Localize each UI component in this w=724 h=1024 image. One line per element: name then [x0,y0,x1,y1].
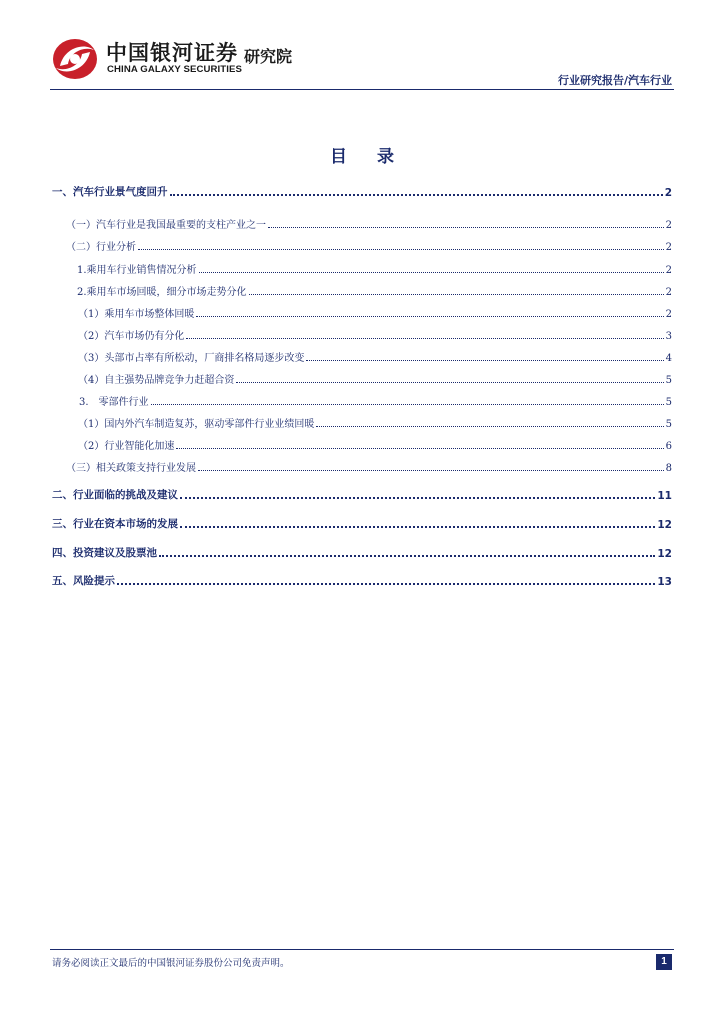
toc-leader-dots [249,294,664,295]
toc-entry-page: 12 [657,548,672,560]
toc-entry-page: 2 [665,242,672,253]
page-number: 1 [656,954,672,970]
toc-entry-label: 一、汽车行业景气度回升 [52,186,168,198]
toc-leader-dots [159,555,655,557]
toc-entry-page: 12 [657,519,672,531]
toc-entry[interactable] [78,434,672,452]
toc-leader-dots [186,338,663,339]
toc-entry-page: 11 [657,490,672,502]
toc-entry[interactable] [52,181,672,199]
toc-entry-label: 四、投资建议及股票池 [52,547,157,559]
galaxy-logo-icon [50,36,100,82]
toc-entry[interactable] [78,346,672,364]
toc-leader-dots [170,194,663,196]
toc-entry[interactable] [52,513,672,531]
toc-entry[interactable] [77,258,672,276]
toc-leader-dots [151,404,664,405]
toc-entry-label: （1）乘用车市场整体回暖 [78,309,195,320]
logo-english-name: CHINA GALAXY SECURITIES [107,64,243,75]
toc-entry-label: 二、行业面临的挑战及建议 [52,489,178,501]
toc-leader-dots [268,227,664,228]
toc-entry-page: 2 [664,187,672,199]
toc-entry[interactable] [66,235,672,253]
footer-divider [50,949,674,950]
toc-leader-dots [180,497,655,499]
page-header [0,0,724,92]
toc-leader-dots [196,316,663,317]
toc-entry-page: 6 [665,441,672,452]
toc-title: 目 录 [330,147,406,167]
toc-leader-dots [176,448,663,449]
toc-entry[interactable] [78,324,672,342]
toc-entry-label: （2）汽车市场仍有分化 [78,331,185,342]
toc-entry-page: 4 [665,353,672,364]
toc-entry-page: 2 [665,287,672,298]
toc-leader-dots [236,382,663,383]
toc-entry-label: 1.乘用车行业销售情况分析 [77,265,197,276]
toc-entry-label: 3. 零部件行业 [79,397,149,408]
toc-entry[interactable] [77,280,672,298]
toc-entry-page: 13 [657,576,672,588]
toc-entry-label: （4）自主强势品牌竞争力赶超合资 [78,375,235,386]
toc-entry-page: 3 [665,331,672,342]
toc-entry-label: 2.乘用车市场回暖，细分市场走势分化 [77,287,247,298]
toc-entry[interactable] [78,412,672,430]
toc-entry-label: （一）汽车行业是我国最重要的支柱产业之一 [66,220,266,231]
toc-entry[interactable] [66,213,672,231]
toc-leader-dots [316,426,663,427]
toc-leader-dots [198,470,664,471]
toc-entry-page: 2 [665,265,672,276]
footer-disclaimer: 请务必阅读正文最后的中国银河证券股份公司免责声明。 [52,958,290,969]
toc-entry-page: 8 [665,463,672,474]
toc-entry-label: （1）国内外汽车制造复苏，驱动零部件行业业绩回暖 [78,419,315,430]
toc-entry[interactable] [78,368,672,386]
toc-entry-page: 5 [665,375,672,386]
institute-name: 研究院 [244,47,293,66]
toc-entry[interactable] [79,390,672,408]
toc-entry-label: （三）相关政策支持行业发展 [66,463,196,474]
toc-entry-page: 5 [665,397,672,408]
toc-leader-dots [199,272,664,273]
toc-leader-dots [306,360,663,361]
toc-entry-label: 三、行业在资本市场的发展 [52,518,178,530]
toc-entry-page: 2 [665,309,672,320]
toc-entry-label: （二）行业分析 [66,242,136,253]
toc-entry-label: （3）头部市占率有所松动，厂商排名格局逐步改变 [78,353,305,364]
toc-entry-page: 5 [665,419,672,430]
toc-entry[interactable] [66,456,672,474]
report-type: 行业研究报告/汽车行业 [557,74,672,87]
toc-entry[interactable] [78,302,672,320]
toc-leader-dots [138,249,664,250]
toc-entry-label: （2）行业智能化加速 [78,441,175,452]
toc-leader-dots [117,583,655,585]
toc-entry[interactable] [52,484,672,502]
toc-entry[interactable] [52,570,672,588]
toc-entry[interactable] [52,542,672,560]
toc-entry-label: 五、风险提示 [52,575,115,587]
toc-entry-page: 2 [665,220,672,231]
toc-leader-dots [180,526,655,528]
header-divider [50,89,674,90]
logo-chinese-name: 中国银河证券 [106,41,238,65]
